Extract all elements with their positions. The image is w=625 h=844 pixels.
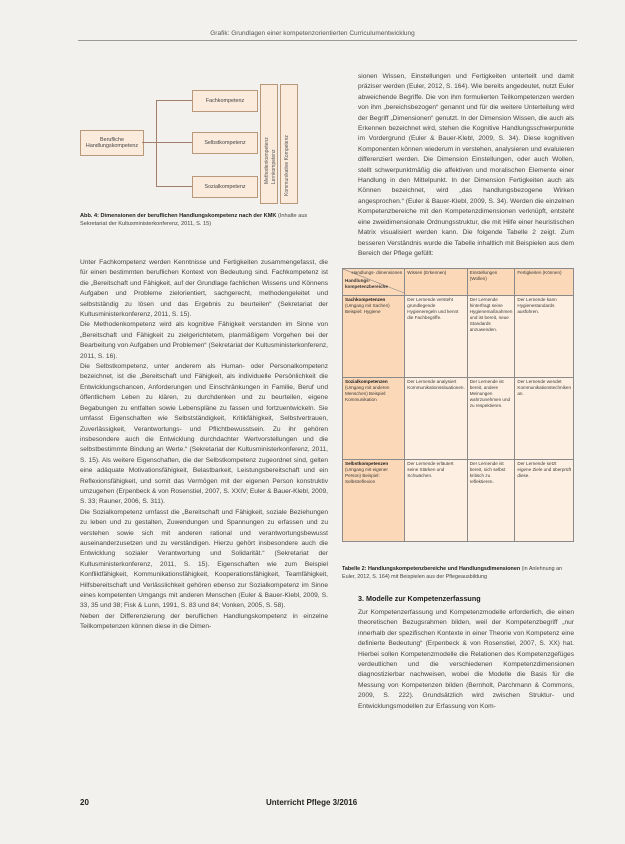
competence-table [342, 268, 574, 563]
table-column-header: Einstellungen (Wollen) [467, 269, 515, 296]
table-caption-source: (in Anlehnung an Euler, 2012, S. 164) mit Beispielen aus der Pflegeausbildung [342, 566, 563, 580]
running-header: Grafik: Grundlagen einer kompetenzorientierten Curriculumentwicklung [210, 30, 415, 37]
row-header [343, 296, 405, 378]
paragraph-fachkompetenz: Unter Fachkompetenz werden Kenntnisse und Fertigkeiten zusammengefasst, die für einen bestimmten beruflichen Kontext von Bedeutung sind. Fachkompetenz ist die „Bereitschaft und Fähigkeit, auf der Grundlage fachlichen Wissens und Könnens Aufgaben und Probleme zielorientiert, sachgerecht, methodengeleitet und selbstständig zu lösen und das Ergebnis zu beurteilen“ (Sekretariat der Kultusministerkonferenz, 2011, S. 15). [80, 259, 328, 319]
connector-line [156, 186, 192, 187]
table-cell: Der Lernende erläutert seine Stärken und Schwächen. [405, 460, 467, 542]
vertical-label: Lernkompetenz [271, 149, 277, 184]
header-rule [78, 40, 577, 41]
right-column-top [358, 72, 574, 259]
connector-line [142, 142, 156, 143]
figure-caption [80, 212, 328, 229]
row-header-title: Selbstkompetenzen [345, 461, 389, 466]
diagram-branch-fach [192, 90, 258, 112]
paragraph-kompetenzerfassung: Zur Kompetenzerfassung und Kompetenzmodelle erforderlich, die einen theoretischen Bezugsrahmen bilden, weil der Kompetenzbegriff „nur innerhalb der spezifischen Kontexte in einer Theorie von Kompetenz eine definierte Bedeutung“ (Erpenbeck & von Rosenstiel, 2007, S. XX) hat. Hierbei sollen Kompetenzmodelle die Relationen des Kompetenzgefüges verdeutlichen und die verschiedenen Kompetenzdimensionen diagnostizierbar nachweisen, wobei die Modelle die Basis für die Messung von Kompetenzen bilden (Bernholt, Parchmann & Commons, 2009, S. 222). Grundsätzlich wird zwischen Struktur- und Entwicklungsmodellen zur Erfassung von Kom- [358, 609, 574, 710]
table-cell: Der Lernende analysiert Kommunikationssituationen. [405, 378, 467, 460]
corner-top-label: Handlungs- dimensionen [351, 270, 403, 275]
row-header-title: Sozialkompetenzen [345, 379, 388, 384]
table-row [343, 378, 574, 460]
page-number: 20 [80, 798, 89, 807]
table-column-header: Fertigkeiten (Können) [515, 269, 574, 296]
figure-caption-source: (Inhalte aus Sekretariat der Kultusministerkonferenz, 2011, S. 15) [80, 213, 308, 228]
connector-line [156, 100, 192, 101]
table-cell: Der Lernende setzt eigene Ziele und überprüft diese. [515, 460, 574, 542]
table-caption [342, 566, 574, 582]
figure-caption-title: Abb. 4: Dimensionen der beruflichen Handlungskompetenz nach der KMK [80, 213, 277, 219]
branch-label: Fachkompetenz [205, 98, 245, 104]
vertical-label: Kommunikative Kompetenz [284, 135, 290, 196]
paragraph-dimensions-continued: sionen Wissen, Einstellungen und Fertigkeiten unterteilt und damit präziser werden (Euler, 2012, S. 164). Wie bereits angedeutet, nutzt Euler abweichende Begriffe. Die von ihm formulierten Teilkompetenzen werden von ihm „bereichsbezogen“ genannt und für die weitere Unterteilung wird der Begriff „Dimensionen“ genutzt. In der Dimension Wissen, die auch als Erkennen bezeichnet wird, stehen die Kognitive Handlungsschwerpunkte im Vordergrund (Euler & Bauer-Klebl, 2009, S. 34). Diese kognitiven Komponenten können wiederum in verstehen, analysieren und evaluieren differenziert werden. Die Dimension Einstellungen, oder auch Wollen, stellt schwerpunktmäßig die affektiven und moralischen Elemente einer Handlung in den Mittelpunkt. In der Dimension Fertigkeiten auch als Können bezeichnet, wird „das handlungsbezogene Wirken angesprochen.“ (Euler & Bauer-Klebl, 2009, S. 34). Werden die einzelnen Kompetenzbereiche mit den Kompetenzdimensionen verknüpft, entsteht eine zweidimensionale Ordnungsstruktur, die mit Hilfe einer heuristischen Matrix visualisiert werden kann. Die folgende Tabelle 2 zeigt. Zum besseren Verständnis wurde die Tabelle inhaltlich mit Beispielen aus dem Bereich der Pflege gefüllt: [358, 73, 574, 257]
diagram-root-label: Berufliche Handlungskompetenz [85, 137, 139, 149]
journal-footer: Unterricht Pflege 3/2016 [266, 798, 358, 807]
diagram-root-box [80, 130, 144, 156]
connector-line [156, 100, 157, 186]
row-header-detail: (Umgang mit eigener Person) Beispiel: Selbstreflexion [345, 467, 388, 484]
branch-label: Sozialkompetenz [204, 184, 246, 190]
table-cell: Der Lernende ist bereit, andere Meinungen wahrzunehmen und zu respektieren. [467, 378, 515, 460]
table-row [343, 460, 574, 542]
section-heading: 3. Modelle zur Kompetenzerfassung [358, 594, 481, 603]
paragraph-sozialkompetenz: Die Sozialkompetenz umfasst die „Bereitschaft und Fähigkeit, soziale Beziehungen zu leben und zu gestalten, Zuwendungen und Spannungen zu erfassen und zu verstehen sowie sich mit anderen rational und verantwortungsbewusst auseinanderzusetzen und zu verständigen. Hierzu gehört insbesondere auch die Entwicklung sozialer Verantwortung und Solidarität.“ (Sekretariat der Kultusministerkonferenz, 2011, S. 15). Eigenschaften wie zum Beispiel Konfliktfähigkeit, Kommunikationsfähigkeit, Kooperationsfähigkeit, Teamfähigkeit, Hilfsbereitschaft und Verlässlichkeit gehören ebenso zur Sozialkompetenz im Sinne eines kompetenten Umgangs mit anderen Menschen (Euler & Bauer-Klebl, 2009, S. 33, 35 und 38; Fisk & Lunn, 1991, S. 83 und 84; Vonken, 2005, S. 58). [80, 508, 328, 610]
paragraph-methodenkompetenz: Die Methodenkompetenz wird als kognitive Fähigkeit verstanden im Sinne von „Bereitschaft und Fähigkeit zu zielgerichtetem, planmäßigem Vorgehen bei der Bearbeitung von Aufgaben und Problemen“ (Sekretariat der Kultusministerkonferenz, 2011, S. 16). [80, 321, 328, 360]
left-column [80, 258, 328, 633]
paragraph-selbstkompetenz: Die Selbstkompetenz, unter anderem als Human- oder Personalkompetenz bezeichnet, ist die „Bereitschaft und Fähigkeit, als individuelle Persönlichkeit die Entwicklungschancen, Anforderungen und Einschränkungen in Familie, Beruf und öffentlichem Leben zu klären, zu durchdenken und zu beurteilen, eigene Begabungen zu entfalten sowie Lebenspläne zu fassen und fortzuentwickeln. Sie umfasst Eigenschaften wie Selbstständigkeit, Kritikfähigkeit, Selbstvertrauen, Zuverlässigkeit, Verantwortungs- und Pflichtbewusstsein. Zu ihr gehören insbesondere auch die Entwicklung durchdachter Wertvorstellungen und die selbstbestimmte Bindung an Werte.“ (Sekretariat der Kultusministerkonferenz, 2011, S. 15). Als weitere Eigenschaften, die der Selbstkompetenz zugeordnet sind, gelten eine adäquate Motivationsfähigkeit, Belastbarkeit, Leistungsbereitschaft und ein Reflexionsfähigkeit, und somit das Vermögen mit der eigenen Person konstruktiv umzugehen (Erpenbeck & von Rosenstiel, 2007, S. XXIV; Euler & Bauer-Klebl, 2009, S. 33; Rauner, 2006, S. 311). [80, 363, 328, 506]
connector-line [156, 142, 192, 143]
table-column-header: Wissen (Erkennen) [405, 269, 467, 296]
table-corner-cell [343, 269, 405, 296]
table-row [343, 296, 574, 378]
row-header-title: Sachkompetenzen [345, 297, 386, 302]
table-cell: Der Lernende versteht grundlegende Hygieneregeln und kennt die Fachbegriffe. [405, 296, 467, 378]
row-header-detail: (Umgang mit Sachen) Beispiel: Hygiene [345, 303, 390, 314]
table-caption-title: Tabelle 2: Handlungskompetenzbereiche und Handlungsdimensionen [342, 566, 521, 572]
vertical-label: Methodenkompetenz [264, 137, 270, 184]
branch-label: Selbstkompetenz [204, 140, 246, 146]
paragraph-dimensionen: Neben der Differenzierung der beruflichen Handlungskompetenz in einzelne Teilkompetenzen können diese in die Dimen- [80, 612, 328, 631]
diagram-branch-selbst [192, 132, 258, 154]
row-header [343, 378, 405, 460]
table-cell: Der Lernende kann Hygienestandards ausführen. [515, 296, 574, 378]
row-header [343, 460, 405, 542]
table-cell: Der Lernende wendet Kommunikationstechniken an. [515, 378, 574, 460]
row-header-detail: (Umgang mit anderen Menschen) Beispiel: Kommunikation [345, 385, 390, 402]
corner-bottom-label: Handlungs- kompetenzbereiche [345, 278, 388, 289]
table-cell: Der Lernende ist bereit, sich selbst kritisch zu reflektieren. [467, 460, 515, 542]
right-column-bottom [358, 608, 574, 712]
competence-diagram [80, 80, 320, 210]
table-cell: Der Lernende hinterfragt seine Hygienemaßnahmen und ist bereit, neue Standards anzuwenden. [467, 296, 515, 378]
diagram-branch-sozial [192, 176, 258, 198]
